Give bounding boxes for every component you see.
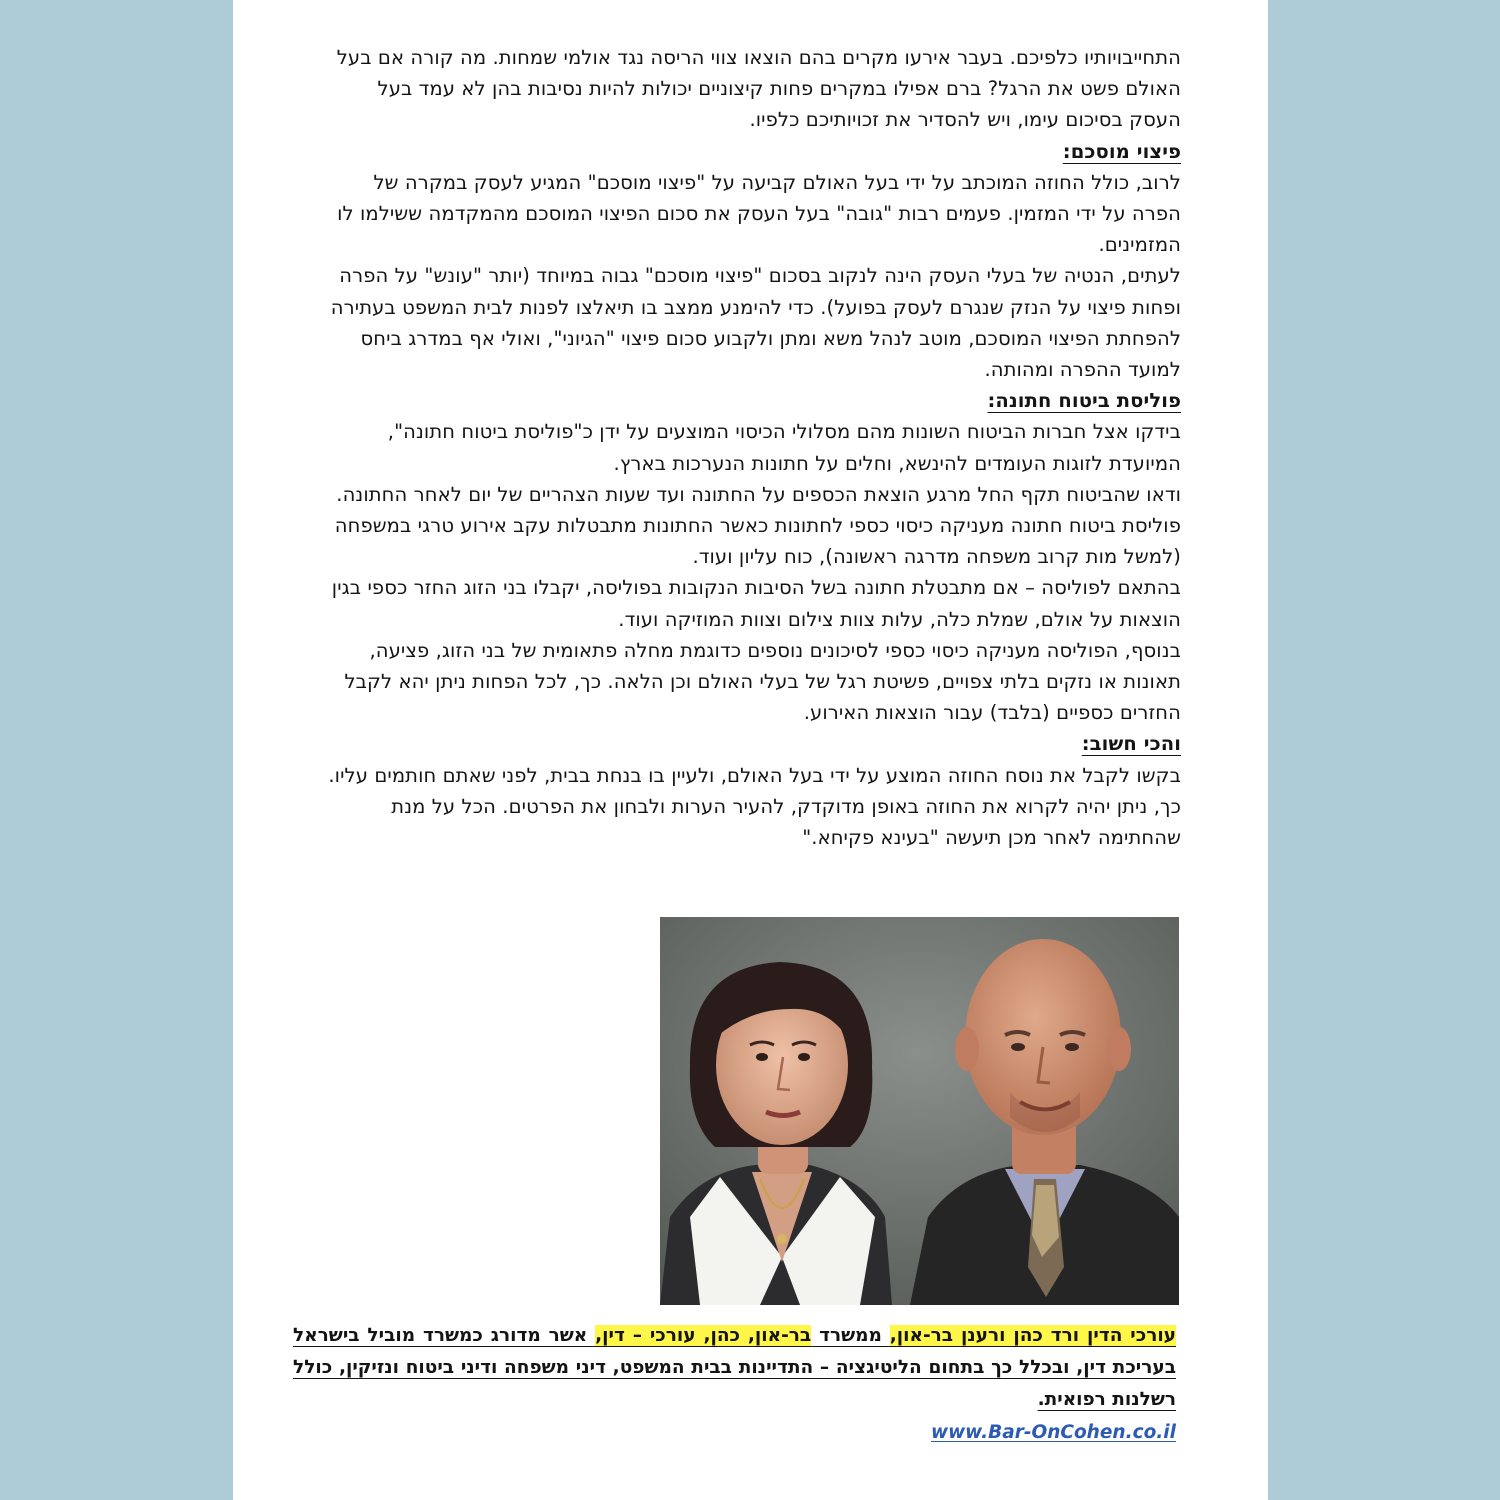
paragraph: ודאו שהביטוח תקף החל מרגע הוצאת הכספים על החתונה ועד שעות הצהריים של יום לאחר החתונה. [336, 482, 1181, 506]
paragraph: בידקו אצל חברות הביטוח השונות מהם מסלולי הכיסוי המוצעים על ידן כ"פוליסת ביטוח חתונה", המיועדת לזוגות העומדים להינשא, וחלים על חתונות הנערכות בארץ. [387, 420, 1181, 475]
paragraph: לעתים, הנטיה של בעלי העסק הינה לנקוב בסכום "פיצוי מוסכם" גבוה במיוחד (יותר "עונש" על הפרה ופחות פיצוי על הנזק שנגרם לעסק בפועל). כדי להימנע ממצב בו תיאלצו לפנות לבית המשפט בעתירה להפחתת הפיצוי המוסכם, מוטב לנהל משא ומתן ולקבוע סכום פיצוי "הגיוני", ואולי אף במדרג ביחס למועד ההפרה ומהותה. [330, 264, 1181, 382]
portrait-illustration [660, 917, 1179, 1305]
article-body [323, 42, 1181, 853]
website-link[interactable]: www.Bar-OnCohen.co.il [931, 1422, 1176, 1443]
section-heading-policy: פוליסת ביטוח חתונה: [987, 389, 1181, 413]
caption-description: אשר מדורג כמשרד מוביל בישראל בעריכת דין, ובכלל כך בתחום הליטיגציה – התדיינות בבית המשפט, דיני משפחה ודיני ביטוח ונזיקין, כולל רשלנות רפואית. [293, 1325, 1176, 1410]
document-page [233, 0, 1268, 1500]
author-caption [293, 1320, 1176, 1416]
caption-from-firm: ממשרד [811, 1325, 890, 1346]
paragraph: התחייבויותיו כלפיכם. בעבר אירעו מקרים בהם הוצאו צווי הריסה נגד אולמי שמחות. מה קורה אם בעל האולם פשט את הרגל? ברם אפילו במקרים פחות קיצוניים יכולות להיות נסיבות בהן לא עמד בעל העסק בסיכום עימו, ויש להסדיר את זכויותיכם כלפיו. [336, 46, 1181, 132]
lawyers-photo [660, 917, 1179, 1305]
paragraph: פוליסת ביטוח חתונה מעניקה כיסוי כספי לחתונות כאשר החתונות מתבטלות עקב אירוע טרגי במשפחה (למשל מות קרוב משפחה מדרגה ראשונה), כוח עליון ועוד. [334, 514, 1181, 569]
caption-lawyer-names: עורכי הדין ורד כהן ורענן בר-און, [889, 1325, 1177, 1346]
section-heading-important: והכי חשוב: [1081, 732, 1181, 756]
paragraph: בקשו לקבל את נוסח החוזה המוצע על ידי בעל האולם, ולעיין בו בנחת בבית, לפני שאתם חותמים עליו. כך, ניתן יהיה לקרוא את החוזה באופן מדוקדק, להעיר הערות ולבחון את הפרטים. הכל על מנת שהחתימה לאחר מכן תיעשה "בעינא פקיחא." [328, 763, 1181, 850]
section-heading-compensation: פיצוי מוסכם: [1062, 139, 1181, 163]
caption-firm-name: בר-און, כהן, עורכי – דין, [595, 1325, 812, 1346]
paragraph: בנוסף, הפוליסה מעניקה כיסוי כספי לסיכונים נוספים כדוגמת מחלה פתאומית של בני הזוג, פציעה, תאונות או נזקים בלתי צפויים, פשיטת רגל של בעלי האולם וכן הלאה. כך, לכל הפחות ניתן יהא לקבל החזרים כספיים (בלבד) עבור הוצאות האירוע. [344, 638, 1181, 725]
paragraph: בהתאם לפוליסה – אם מתבטלת חתונה בשל הסיבות הנקובות בפוליסה, יקבלו בני הזוג החזר כספי בגין הוצאות על אולם, שמלת כלה, עלות צוות צילום וצוות המוזיקה ועוד. [331, 576, 1181, 631]
paragraph: לרוב, כולל החוזה המוכתב על ידי בעל האולם קביעה על "פיצוי מוסכם" המגיע לעסק במקרה של הפרה על ידי המזמין. פעמים רבות "גובה" בעל העסק את סכום הפיצוי המוסכם מהמקדמה ששילמו לו המזמינים. [337, 170, 1181, 257]
